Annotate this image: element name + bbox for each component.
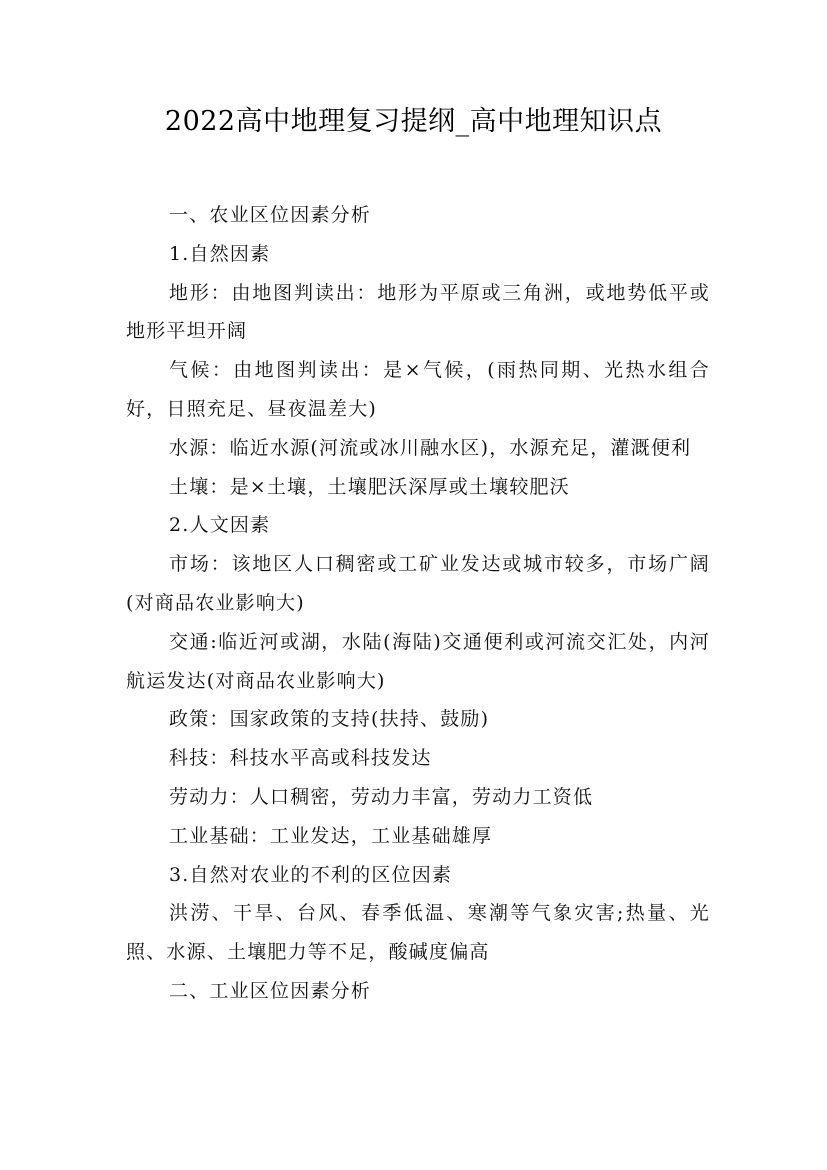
paragraph: 政策：国家政策的支持(扶持、鼓励) [169, 708, 490, 731]
paragraph: 水源：临近水源(河流或冰川融水区)，水源充足，灌溉便利 [169, 436, 692, 459]
paragraph: 地形：由地图判读出：地形为平原或三角洲，或地势低平或地形平坦开阔 [126, 281, 710, 343]
document-body [126, 196, 710, 1011]
paragraph: 2.人文因素 [169, 514, 271, 537]
paragraph: 1.自然因素 [169, 242, 271, 265]
paragraph: 土壤：是×土壤，土壤肥沃深厚或土壤较肥沃 [169, 475, 570, 498]
paragraph: 一、农业区位因素分析 [169, 204, 372, 226]
paragraph: 市场：该地区人口稠密或工矿业发达或城市较多，市场广阔(对商品农业影响大) [126, 553, 710, 614]
paragraph: 二、工业区位因素分析 [169, 979, 372, 1002]
paragraph: 科技：科技水平高或科技发达 [169, 747, 432, 770]
paragraph: 洪涝、干旱、台风、春季低温、寒潮等气象灾害;热量、光照、水源、土壤肥力等不足，酸碱度偏高 [126, 902, 710, 964]
paragraph: 工业基础：工业发达，工业基础雄厚 [169, 824, 493, 847]
paragraph: 交通:临近河或湖，水陆(海陆)交通便利或河流交汇处，内河航运发达(对商品农业影响大) [126, 630, 710, 692]
paragraph: 气候：由地图判读出：是×气候，(雨热同期、光热水组合好，日照充足、昼夜温差大) [126, 359, 710, 420]
paragraph: 劳动力：人口稠密，劳动力丰富，劳动力工资低 [169, 785, 594, 808]
document-title: 2022高中地理复习提纲_高中地理知识点 [164, 106, 663, 137]
paragraph: 3.自然对农业的不利的区位因素 [169, 863, 453, 886]
